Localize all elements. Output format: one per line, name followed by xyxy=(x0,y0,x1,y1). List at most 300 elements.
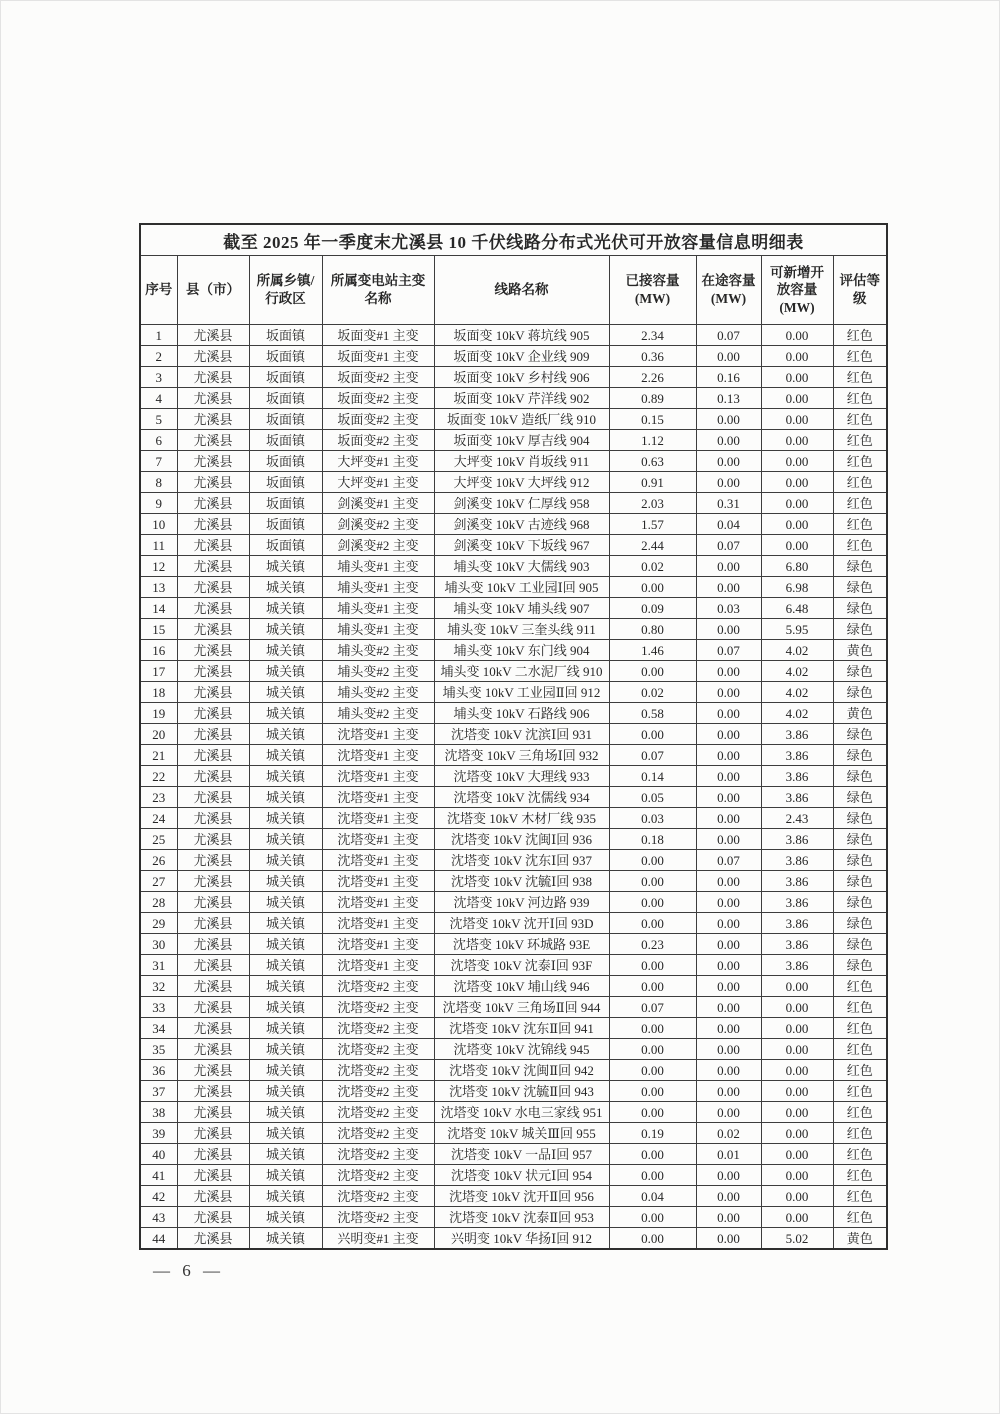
cell-substation: 坂面变#2 主变 xyxy=(322,388,434,409)
cell-pending-mw: 0.00 xyxy=(696,619,761,640)
column-header-county: 县（市） xyxy=(177,256,249,325)
cell-county: 尤溪县 xyxy=(177,829,249,850)
cell-township: 城关镇 xyxy=(249,976,322,997)
cell-township: 城关镇 xyxy=(249,997,322,1018)
cell-line-name: 沈塔变 10kV 沈开Ⅰ回 93D xyxy=(434,913,609,934)
cell-line-name: 沈塔变 10kV 木材厂线 935 xyxy=(434,808,609,829)
cell-line-name: 沈塔变 10kV 沈毓Ⅰ回 938 xyxy=(434,871,609,892)
cell-seq: 24 xyxy=(140,808,177,829)
cell-open-mw: 0.00 xyxy=(761,1123,833,1144)
table-row xyxy=(140,997,887,1018)
cell-seq: 18 xyxy=(140,682,177,703)
table-row xyxy=(140,766,887,787)
cell-connected-mw: 0.00 xyxy=(609,1039,696,1060)
cell-grade: 绿色 xyxy=(833,934,887,955)
cell-pending-mw: 0.00 xyxy=(696,787,761,808)
table-header-row xyxy=(140,256,887,325)
cell-open-mw: 4.02 xyxy=(761,682,833,703)
cell-township: 城关镇 xyxy=(249,850,322,871)
cell-connected-mw: 0.02 xyxy=(609,556,696,577)
cell-grade: 绿色 xyxy=(833,829,887,850)
cell-line-name: 沈塔变 10kV 沈闽Ⅱ回 942 xyxy=(434,1060,609,1081)
cell-grade: 红色 xyxy=(833,976,887,997)
table-row xyxy=(140,1186,887,1207)
cell-substation: 坂面变#2 主变 xyxy=(322,409,434,430)
cell-county: 尤溪县 xyxy=(177,997,249,1018)
cell-county: 尤溪县 xyxy=(177,1060,249,1081)
table-row xyxy=(140,514,887,535)
cell-grade: 绿色 xyxy=(833,724,887,745)
cell-substation: 沈塔变#2 主变 xyxy=(322,1165,434,1186)
cell-pending-mw: 0.00 xyxy=(696,997,761,1018)
cell-grade: 红色 xyxy=(833,367,887,388)
table-row xyxy=(140,451,887,472)
cell-township: 城关镇 xyxy=(249,598,322,619)
cell-pending-mw: 0.07 xyxy=(696,850,761,871)
cell-substation: 埔头变#1 主变 xyxy=(322,577,434,598)
cell-open-mw: 0.00 xyxy=(761,325,833,346)
cell-open-mw: 0.00 xyxy=(761,1060,833,1081)
cell-county: 尤溪县 xyxy=(177,1081,249,1102)
cell-county: 尤溪县 xyxy=(177,1207,249,1228)
cell-connected-mw: 0.00 xyxy=(609,1060,696,1081)
table-row xyxy=(140,619,887,640)
page-number: — 6 — xyxy=(153,1261,224,1280)
cell-line-name: 沈塔变 10kV 沈锦线 945 xyxy=(434,1039,609,1060)
cell-seq: 7 xyxy=(140,451,177,472)
cell-connected-mw: 0.80 xyxy=(609,619,696,640)
cell-open-mw: 5.02 xyxy=(761,1228,833,1250)
cell-county: 尤溪县 xyxy=(177,619,249,640)
cell-open-mw: 3.86 xyxy=(761,892,833,913)
cell-grade: 黄色 xyxy=(833,1228,887,1250)
cell-substation: 剑溪变#2 主变 xyxy=(322,514,434,535)
table-body xyxy=(140,325,887,1250)
cell-pending-mw: 0.00 xyxy=(696,346,761,367)
cell-substation: 大坪变#1 主变 xyxy=(322,472,434,493)
cell-county: 尤溪县 xyxy=(177,409,249,430)
cell-line-name: 埔头变 10kV 石路线 906 xyxy=(434,703,609,724)
table-row xyxy=(140,955,887,976)
cell-seq: 23 xyxy=(140,787,177,808)
cell-open-mw: 4.02 xyxy=(761,661,833,682)
cell-township: 城关镇 xyxy=(249,955,322,976)
cell-open-mw: 0.00 xyxy=(761,493,833,514)
cell-seq: 36 xyxy=(140,1060,177,1081)
cell-connected-mw: 0.14 xyxy=(609,766,696,787)
cell-line-name: 兴明变 10kV 华扬Ⅰ回 912 xyxy=(434,1228,609,1250)
table-row xyxy=(140,325,887,346)
cell-line-name: 剑溪变 10kV 古迹线 968 xyxy=(434,514,609,535)
cell-connected-mw: 0.09 xyxy=(609,598,696,619)
cell-township: 城关镇 xyxy=(249,913,322,934)
cell-county: 尤溪县 xyxy=(177,745,249,766)
cell-substation: 沈塔变#1 主变 xyxy=(322,871,434,892)
cell-substation: 沈塔变#2 主变 xyxy=(322,1123,434,1144)
cell-substation: 埔头变#1 主变 xyxy=(322,556,434,577)
cell-seq: 31 xyxy=(140,955,177,976)
cell-seq: 9 xyxy=(140,493,177,514)
cell-pending-mw: 0.03 xyxy=(696,598,761,619)
cell-grade: 红色 xyxy=(833,325,887,346)
cell-pending-mw: 0.00 xyxy=(696,430,761,451)
cell-substation: 沈塔变#1 主变 xyxy=(322,724,434,745)
cell-open-mw: 3.86 xyxy=(761,913,833,934)
cell-seq: 16 xyxy=(140,640,177,661)
cell-open-mw: 0.00 xyxy=(761,1186,833,1207)
cell-substation: 沈塔变#2 主变 xyxy=(322,1039,434,1060)
cell-connected-mw: 0.91 xyxy=(609,472,696,493)
cell-seq: 30 xyxy=(140,934,177,955)
cell-grade: 绿色 xyxy=(833,556,887,577)
cell-county: 尤溪县 xyxy=(177,703,249,724)
cell-open-mw: 2.43 xyxy=(761,808,833,829)
cell-open-mw: 3.86 xyxy=(761,745,833,766)
table-row xyxy=(140,829,887,850)
cell-grade: 红色 xyxy=(833,1144,887,1165)
cell-pending-mw: 0.00 xyxy=(696,1039,761,1060)
cell-substation: 埔头变#2 主变 xyxy=(322,640,434,661)
cell-county: 尤溪县 xyxy=(177,724,249,745)
cell-township: 坂面镇 xyxy=(249,367,322,388)
cell-township: 城关镇 xyxy=(249,640,322,661)
cell-township: 城关镇 xyxy=(249,892,322,913)
cell-seq: 3 xyxy=(140,367,177,388)
cell-substation: 埔头变#1 主变 xyxy=(322,619,434,640)
cell-grade: 绿色 xyxy=(833,661,887,682)
cell-open-mw: 3.86 xyxy=(761,829,833,850)
cell-county: 尤溪县 xyxy=(177,325,249,346)
cell-township: 城关镇 xyxy=(249,556,322,577)
cell-seq: 10 xyxy=(140,514,177,535)
cell-county: 尤溪县 xyxy=(177,535,249,556)
cell-line-name: 沈塔变 10kV 沈东Ⅱ回 941 xyxy=(434,1018,609,1039)
cell-county: 尤溪县 xyxy=(177,1018,249,1039)
cell-grade: 绿色 xyxy=(833,598,887,619)
cell-seq: 2 xyxy=(140,346,177,367)
cell-township: 城关镇 xyxy=(249,619,322,640)
cell-county: 尤溪县 xyxy=(177,808,249,829)
cell-connected-mw: 0.89 xyxy=(609,388,696,409)
table-row xyxy=(140,1144,887,1165)
cell-open-mw: 0.00 xyxy=(761,409,833,430)
cell-grade: 红色 xyxy=(833,409,887,430)
table-row xyxy=(140,640,887,661)
cell-connected-mw: 0.00 xyxy=(609,577,696,598)
cell-line-name: 埔头变 10kV 大儒线 903 xyxy=(434,556,609,577)
cell-grade: 绿色 xyxy=(833,850,887,871)
cell-grade: 红色 xyxy=(833,1123,887,1144)
cell-connected-mw: 0.00 xyxy=(609,661,696,682)
cell-county: 尤溪县 xyxy=(177,346,249,367)
cell-connected-mw: 0.00 xyxy=(609,1018,696,1039)
cell-substation: 沈塔变#2 主变 xyxy=(322,976,434,997)
cell-substation: 埔头变#2 主变 xyxy=(322,703,434,724)
cell-township: 城关镇 xyxy=(249,724,322,745)
cell-township: 城关镇 xyxy=(249,1018,322,1039)
cell-township: 城关镇 xyxy=(249,787,322,808)
cell-open-mw: 0.00 xyxy=(761,367,833,388)
cell-grade: 绿色 xyxy=(833,619,887,640)
cell-substation: 沈塔变#2 主变 xyxy=(322,1060,434,1081)
cell-connected-mw: 0.18 xyxy=(609,829,696,850)
cell-seq: 5 xyxy=(140,409,177,430)
cell-connected-mw: 0.07 xyxy=(609,997,696,1018)
cell-connected-mw: 0.36 xyxy=(609,346,696,367)
cell-township: 城关镇 xyxy=(249,1039,322,1060)
cell-grade: 红色 xyxy=(833,514,887,535)
cell-township: 坂面镇 xyxy=(249,388,322,409)
cell-open-mw: 0.00 xyxy=(761,430,833,451)
cell-seq: 42 xyxy=(140,1186,177,1207)
cell-seq: 32 xyxy=(140,976,177,997)
cell-grade: 黄色 xyxy=(833,703,887,724)
cell-grade: 红色 xyxy=(833,493,887,514)
table-row xyxy=(140,1018,887,1039)
cell-grade: 绿色 xyxy=(833,745,887,766)
cell-connected-mw: 2.34 xyxy=(609,325,696,346)
cell-open-mw: 6.98 xyxy=(761,577,833,598)
cell-substation: 沈塔变#2 主变 xyxy=(322,1081,434,1102)
cell-connected-mw: 1.46 xyxy=(609,640,696,661)
cell-line-name: 沈塔变 10kV 三角场Ⅰ回 932 xyxy=(434,745,609,766)
cell-township: 城关镇 xyxy=(249,745,322,766)
cell-township: 坂面镇 xyxy=(249,325,322,346)
cell-line-name: 埔头变 10kV 三奎头线 911 xyxy=(434,619,609,640)
cell-pending-mw: 0.02 xyxy=(696,1123,761,1144)
cell-open-mw: 4.02 xyxy=(761,703,833,724)
cell-open-mw: 0.00 xyxy=(761,976,833,997)
cell-seq: 40 xyxy=(140,1144,177,1165)
table-row xyxy=(140,682,887,703)
cell-seq: 4 xyxy=(140,388,177,409)
cell-substation: 沈塔变#2 主变 xyxy=(322,1018,434,1039)
cell-county: 尤溪县 xyxy=(177,976,249,997)
table-row xyxy=(140,367,887,388)
cell-seq: 21 xyxy=(140,745,177,766)
cell-township: 坂面镇 xyxy=(249,535,322,556)
cell-open-mw: 0.00 xyxy=(761,997,833,1018)
cell-open-mw: 6.80 xyxy=(761,556,833,577)
cell-pending-mw: 0.00 xyxy=(696,1228,761,1250)
cell-substation: 埔头变#2 主变 xyxy=(322,661,434,682)
table-row xyxy=(140,1081,887,1102)
cell-connected-mw: 0.58 xyxy=(609,703,696,724)
cell-open-mw: 0.00 xyxy=(761,472,833,493)
cell-connected-mw: 0.05 xyxy=(609,787,696,808)
table-row xyxy=(140,787,887,808)
cell-grade: 红色 xyxy=(833,1060,887,1081)
cell-connected-mw: 0.02 xyxy=(609,682,696,703)
cell-connected-mw: 0.00 xyxy=(609,955,696,976)
cell-seq: 39 xyxy=(140,1123,177,1144)
cell-county: 尤溪县 xyxy=(177,1144,249,1165)
cell-township: 城关镇 xyxy=(249,1060,322,1081)
column-header-township: 所属乡镇/行政区 xyxy=(249,256,322,325)
table-row xyxy=(140,472,887,493)
cell-connected-mw: 0.00 xyxy=(609,1228,696,1250)
cell-open-mw: 0.00 xyxy=(761,514,833,535)
table-row xyxy=(140,535,887,556)
column-header-line-name: 线路名称 xyxy=(434,256,609,325)
cell-open-mw: 0.00 xyxy=(761,451,833,472)
cell-substation: 大坪变#1 主变 xyxy=(322,451,434,472)
column-header-pending-mw: 在途容量(MW) xyxy=(696,256,761,325)
cell-line-name: 沈塔变 10kV 大理线 933 xyxy=(434,766,609,787)
cell-township: 城关镇 xyxy=(249,934,322,955)
cell-seq: 25 xyxy=(140,829,177,850)
cell-open-mw: 0.00 xyxy=(761,1144,833,1165)
cell-line-name: 沈塔变 10kV 状元Ⅰ回 954 xyxy=(434,1165,609,1186)
cell-county: 尤溪县 xyxy=(177,598,249,619)
cell-line-name: 坂面变 10kV 蒋坑线 905 xyxy=(434,325,609,346)
cell-grade: 红色 xyxy=(833,346,887,367)
cell-township: 城关镇 xyxy=(249,1081,322,1102)
cell-seq: 8 xyxy=(140,472,177,493)
cell-seq: 41 xyxy=(140,1165,177,1186)
cell-township: 坂面镇 xyxy=(249,430,322,451)
cell-connected-mw: 0.15 xyxy=(609,409,696,430)
cell-seq: 6 xyxy=(140,430,177,451)
column-header-open-mw: 可新增开放容量(MW) xyxy=(761,256,833,325)
cell-open-mw: 3.86 xyxy=(761,766,833,787)
cell-grade: 绿色 xyxy=(833,577,887,598)
cell-substation: 剑溪变#1 主变 xyxy=(322,493,434,514)
cell-connected-mw: 2.44 xyxy=(609,535,696,556)
cell-grade: 红色 xyxy=(833,1081,887,1102)
cell-pending-mw: 0.00 xyxy=(696,1102,761,1123)
cell-township: 坂面镇 xyxy=(249,451,322,472)
cell-pending-mw: 0.00 xyxy=(696,955,761,976)
cell-pending-mw: 0.00 xyxy=(696,1060,761,1081)
cell-grade: 绿色 xyxy=(833,955,887,976)
cell-substation: 沈塔变#2 主变 xyxy=(322,1144,434,1165)
cell-substation: 沈塔变#2 主变 xyxy=(322,1207,434,1228)
cell-township: 城关镇 xyxy=(249,577,322,598)
cell-line-name: 沈塔变 10kV 水电三家线 951 xyxy=(434,1102,609,1123)
cell-substation: 沈塔变#1 主变 xyxy=(322,808,434,829)
table-row xyxy=(140,1165,887,1186)
cell-grade: 红色 xyxy=(833,1039,887,1060)
cell-connected-mw: 0.00 xyxy=(609,850,696,871)
cell-township: 城关镇 xyxy=(249,871,322,892)
cell-line-name: 沈塔变 10kV 沈泰Ⅰ回 93F xyxy=(434,955,609,976)
cell-county: 尤溪县 xyxy=(177,430,249,451)
cell-connected-mw: 0.00 xyxy=(609,1102,696,1123)
cell-seq: 12 xyxy=(140,556,177,577)
cell-township: 城关镇 xyxy=(249,1144,322,1165)
cell-open-mw: 3.86 xyxy=(761,850,833,871)
cell-seq: 1 xyxy=(140,325,177,346)
cell-township: 城关镇 xyxy=(249,808,322,829)
cell-substation: 埔头变#2 主变 xyxy=(322,682,434,703)
cell-seq: 37 xyxy=(140,1081,177,1102)
cell-county: 尤溪县 xyxy=(177,766,249,787)
cell-seq: 17 xyxy=(140,661,177,682)
cell-open-mw: 4.02 xyxy=(761,640,833,661)
cell-connected-mw: 0.00 xyxy=(609,1081,696,1102)
cell-grade: 绿色 xyxy=(833,808,887,829)
cell-grade: 绿色 xyxy=(833,871,887,892)
cell-township: 城关镇 xyxy=(249,703,322,724)
cell-pending-mw: 0.00 xyxy=(696,682,761,703)
table-row xyxy=(140,934,887,955)
cell-grade: 红色 xyxy=(833,1207,887,1228)
table-row xyxy=(140,850,887,871)
cell-county: 尤溪县 xyxy=(177,472,249,493)
cell-line-name: 沈塔变 10kV 河边路 939 xyxy=(434,892,609,913)
cell-connected-mw: 0.00 xyxy=(609,1165,696,1186)
cell-open-mw: 3.86 xyxy=(761,955,833,976)
cell-pending-mw: 0.00 xyxy=(696,1207,761,1228)
cell-grade: 绿色 xyxy=(833,913,887,934)
cell-township: 城关镇 xyxy=(249,1207,322,1228)
cell-township: 城关镇 xyxy=(249,682,322,703)
cell-substation: 坂面变#1 主变 xyxy=(322,346,434,367)
cell-county: 尤溪县 xyxy=(177,892,249,913)
table-row xyxy=(140,1039,887,1060)
cell-pending-mw: 0.00 xyxy=(696,745,761,766)
cell-grade: 红色 xyxy=(833,1186,887,1207)
cell-line-name: 剑溪变 10kV 下坂线 967 xyxy=(434,535,609,556)
cell-open-mw: 0.00 xyxy=(761,535,833,556)
cell-pending-mw: 0.00 xyxy=(696,451,761,472)
table-title: 截至 2025 年一季度末尤溪县 10 千伏线路分布式光伏可开放容量信息明细表 xyxy=(140,224,887,256)
cell-substation: 沈塔变#1 主变 xyxy=(322,766,434,787)
cell-pending-mw: 0.07 xyxy=(696,535,761,556)
cell-grade: 红色 xyxy=(833,430,887,451)
table-row xyxy=(140,1228,887,1250)
table-row xyxy=(140,493,887,514)
cell-pending-mw: 0.00 xyxy=(696,976,761,997)
cell-line-name: 埔头变 10kV 二水泥厂线 910 xyxy=(434,661,609,682)
cell-pending-mw: 0.00 xyxy=(696,472,761,493)
cell-pending-mw: 0.00 xyxy=(696,724,761,745)
cell-open-mw: 0.00 xyxy=(761,388,833,409)
cell-open-mw: 3.86 xyxy=(761,934,833,955)
cell-substation: 沈塔变#1 主变 xyxy=(322,850,434,871)
cell-line-name: 沈塔变 10kV 沈泰Ⅱ回 953 xyxy=(434,1207,609,1228)
cell-substation: 沈塔变#1 主变 xyxy=(322,787,434,808)
pv-capacity-table xyxy=(139,223,888,1250)
cell-grade: 红色 xyxy=(833,1018,887,1039)
cell-township: 城关镇 xyxy=(249,1102,322,1123)
cell-grade: 红色 xyxy=(833,472,887,493)
cell-grade: 绿色 xyxy=(833,892,887,913)
cell-connected-mw: 1.57 xyxy=(609,514,696,535)
cell-line-name: 沈塔变 10kV 城关Ⅲ回 955 xyxy=(434,1123,609,1144)
cell-county: 尤溪县 xyxy=(177,787,249,808)
cell-pending-mw: 0.00 xyxy=(696,892,761,913)
cell-township: 坂面镇 xyxy=(249,472,322,493)
cell-line-name: 沈塔变 10kV 埔山线 946 xyxy=(434,976,609,997)
cell-connected-mw: 0.63 xyxy=(609,451,696,472)
table-row xyxy=(140,871,887,892)
cell-pending-mw: 0.00 xyxy=(696,1165,761,1186)
cell-township: 城关镇 xyxy=(249,1165,322,1186)
cell-pending-mw: 0.00 xyxy=(696,409,761,430)
cell-line-name: 坂面变 10kV 厚吉线 904 xyxy=(434,430,609,451)
cell-seq: 20 xyxy=(140,724,177,745)
cell-pending-mw: 0.13 xyxy=(696,388,761,409)
table-row xyxy=(140,808,887,829)
cell-connected-mw: 0.00 xyxy=(609,1207,696,1228)
cell-pending-mw: 0.00 xyxy=(696,577,761,598)
cell-county: 尤溪县 xyxy=(177,1165,249,1186)
cell-seq: 38 xyxy=(140,1102,177,1123)
cell-line-name: 沈塔变 10kV 沈毓Ⅱ回 943 xyxy=(434,1081,609,1102)
cell-township: 坂面镇 xyxy=(249,493,322,514)
